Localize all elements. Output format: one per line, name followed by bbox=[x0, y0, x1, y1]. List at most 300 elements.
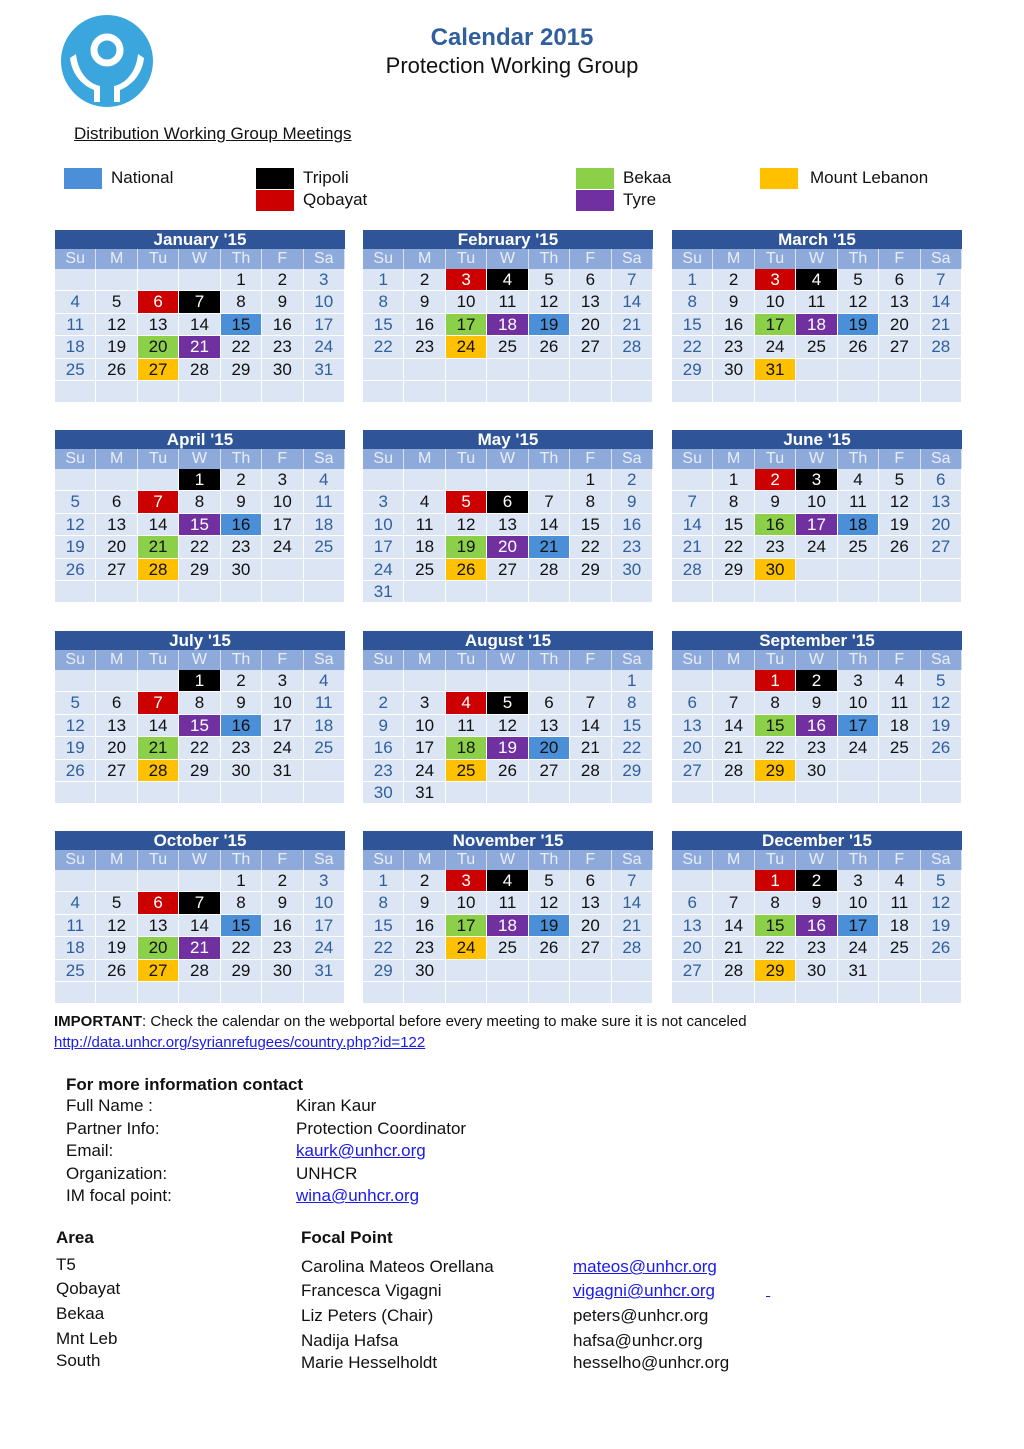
weekday-label: Su bbox=[363, 249, 404, 269]
weekday-header bbox=[672, 850, 962, 870]
empty-day bbox=[96, 269, 137, 291]
meeting-day: 24 bbox=[446, 937, 487, 959]
calendar-day: 19 bbox=[55, 536, 96, 558]
empty-day bbox=[838, 359, 879, 381]
calendar-day: 29 bbox=[612, 760, 653, 782]
empty-day bbox=[304, 559, 345, 581]
calendar-day: 26 bbox=[921, 937, 962, 959]
empty-day bbox=[96, 870, 137, 892]
calendar-day: 5 bbox=[96, 892, 137, 914]
calendar-day: 28 bbox=[713, 960, 754, 982]
calendar-day: 23 bbox=[363, 760, 404, 782]
calendar-day: 9 bbox=[221, 692, 262, 714]
calendar-day: 13 bbox=[672, 915, 713, 937]
calendar-day: 29 bbox=[672, 359, 713, 381]
meeting-day: 27 bbox=[138, 359, 179, 381]
calendar-day: 23 bbox=[755, 536, 796, 558]
calendar-day: 28 bbox=[921, 336, 962, 358]
calendar-day: 22 bbox=[363, 937, 404, 959]
meeting-day: 15 bbox=[755, 915, 796, 937]
empty-day bbox=[363, 670, 404, 692]
calendar-day: 21 bbox=[612, 915, 653, 937]
meeting-day: 16 bbox=[221, 715, 262, 737]
calendar-day: 13 bbox=[138, 314, 179, 336]
empty-day bbox=[55, 469, 96, 491]
calendar-day: 17 bbox=[262, 514, 303, 536]
meeting-day: 19 bbox=[838, 314, 879, 336]
calendar-day: 29 bbox=[363, 960, 404, 982]
calendar-day: 24 bbox=[755, 336, 796, 358]
calendar-day: 27 bbox=[570, 937, 611, 959]
weekday-label: W bbox=[796, 449, 837, 469]
meeting-day: 1 bbox=[179, 469, 220, 491]
calendar-day: 25 bbox=[304, 536, 345, 558]
empty-day bbox=[529, 670, 570, 692]
calendar-day: 7 bbox=[612, 269, 653, 291]
calendar-day: 12 bbox=[446, 514, 487, 536]
empty-day bbox=[221, 381, 262, 403]
calendar-day: 15 bbox=[570, 514, 611, 536]
weekday-label: Sa bbox=[921, 449, 962, 469]
empty-day bbox=[879, 381, 920, 403]
calendar-day: 21 bbox=[921, 314, 962, 336]
calendar-day: 29 bbox=[221, 359, 262, 381]
calendar-day: 23 bbox=[262, 336, 303, 358]
webportal-link[interactable] bbox=[54, 1034, 425, 1051]
empty-day bbox=[487, 581, 528, 603]
empty-day bbox=[55, 381, 96, 403]
empty-day bbox=[55, 670, 96, 692]
calendar-day: 20 bbox=[879, 314, 920, 336]
calendar-day: 20 bbox=[96, 737, 137, 759]
weekday-label: M bbox=[713, 449, 754, 469]
month-title: September '15 bbox=[672, 631, 962, 650]
meeting-day: 31 bbox=[755, 359, 796, 381]
month-title: March '15 bbox=[672, 230, 962, 249]
calendar-day: 23 bbox=[612, 536, 653, 558]
calendar-day: 15 bbox=[672, 314, 713, 336]
weekday-label: Th bbox=[838, 249, 879, 269]
empty-day bbox=[96, 469, 137, 491]
weekday-label: W bbox=[796, 249, 837, 269]
empty-day bbox=[363, 381, 404, 403]
calendar-day: 6 bbox=[96, 491, 137, 513]
weekday-label: Th bbox=[529, 850, 570, 870]
calendar-day: 11 bbox=[304, 692, 345, 714]
calendar-day: 28 bbox=[179, 960, 220, 982]
calendar-day: 1 bbox=[221, 269, 262, 291]
calendar-day: 13 bbox=[879, 291, 920, 313]
calendar-day: 9 bbox=[363, 715, 404, 737]
empty-day bbox=[612, 359, 653, 381]
calendar-day: 6 bbox=[879, 269, 920, 291]
page-subtitle: Protection Working Group bbox=[385, 53, 639, 78]
empty-day bbox=[138, 670, 179, 692]
calendar-day: 30 bbox=[262, 960, 303, 982]
calendar-day: 22 bbox=[755, 937, 796, 959]
empty-day bbox=[487, 670, 528, 692]
legend-swatch-mount-lebanon bbox=[760, 168, 798, 189]
empty-day bbox=[570, 982, 611, 1004]
focal-name: Nadija Hafsa bbox=[301, 1331, 399, 1350]
weekday-label: Sa bbox=[612, 850, 653, 870]
calendar-day: 15 bbox=[363, 915, 404, 937]
month-calendar bbox=[672, 631, 962, 804]
calendar-day: 12 bbox=[96, 915, 137, 937]
empty-day bbox=[404, 359, 445, 381]
weekday-label: Tu bbox=[138, 249, 179, 269]
empty-day bbox=[96, 581, 137, 603]
calendar-day: 20 bbox=[96, 536, 137, 558]
calendar-day: 1 bbox=[570, 469, 611, 491]
focal-area: Mnt Leb bbox=[56, 1329, 118, 1348]
month-title: April '15 bbox=[55, 430, 345, 449]
empty-day bbox=[96, 381, 137, 403]
empty-day bbox=[796, 381, 837, 403]
meeting-day: 16 bbox=[221, 514, 262, 536]
calendar-day: 29 bbox=[570, 559, 611, 581]
calendar-day: 13 bbox=[96, 715, 137, 737]
empty-day bbox=[304, 782, 345, 804]
empty-day bbox=[838, 381, 879, 403]
contact-email-link[interactable]: kaurk@unhcr.org bbox=[296, 1141, 426, 1160]
weekday-label: Tu bbox=[446, 249, 487, 269]
day-grid bbox=[55, 469, 345, 603]
calendar-day: 24 bbox=[262, 536, 303, 558]
legend-label-national: National bbox=[111, 168, 174, 187]
calendar-day: 21 bbox=[713, 737, 754, 759]
month-title: February '15 bbox=[363, 230, 653, 249]
weekday-label: W bbox=[487, 449, 528, 469]
meeting-day: 30 bbox=[755, 559, 796, 581]
calendar-day: 25 bbox=[487, 336, 528, 358]
meeting-day: 17 bbox=[755, 314, 796, 336]
meeting-day: 18 bbox=[446, 737, 487, 759]
calendar-day: 28 bbox=[612, 937, 653, 959]
stray-underline bbox=[766, 1282, 770, 1299]
calendar-day: 11 bbox=[304, 491, 345, 513]
calendar-day: 4 bbox=[304, 469, 345, 491]
calendar-day: 1 bbox=[363, 870, 404, 892]
meeting-day: 25 bbox=[446, 760, 487, 782]
calendar-day: 30 bbox=[612, 559, 653, 581]
calendar-day: 10 bbox=[304, 892, 345, 914]
calendar-day: 6 bbox=[570, 870, 611, 892]
calendar-day: 10 bbox=[262, 692, 303, 714]
calendar-day: 25 bbox=[796, 336, 837, 358]
calendar-day: 10 bbox=[404, 715, 445, 737]
calendar-day: 8 bbox=[179, 692, 220, 714]
empty-day bbox=[672, 381, 713, 403]
empty-day bbox=[612, 782, 653, 804]
weekday-label: Su bbox=[363, 650, 404, 670]
calendar-day: 29 bbox=[179, 559, 220, 581]
calendar-day: 13 bbox=[570, 892, 611, 914]
focal-email: hafsa@unhcr.org bbox=[573, 1331, 703, 1350]
weekday-label: Tu bbox=[755, 249, 796, 269]
empty-day bbox=[879, 559, 920, 581]
calendar-day: 26 bbox=[529, 937, 570, 959]
calendar-day: 5 bbox=[921, 670, 962, 692]
calendar-day: 8 bbox=[612, 692, 653, 714]
empty-day bbox=[529, 960, 570, 982]
weekday-label: Th bbox=[838, 449, 879, 469]
empty-day bbox=[570, 359, 611, 381]
calendar-day: 20 bbox=[921, 514, 962, 536]
meeting-day: 18 bbox=[796, 314, 837, 336]
calendar-day: 25 bbox=[304, 737, 345, 759]
calendar-day: 14 bbox=[713, 915, 754, 937]
empty-day bbox=[304, 982, 345, 1004]
empty-day bbox=[713, 381, 754, 403]
calendar-day: 5 bbox=[55, 491, 96, 513]
calendar-day: 14 bbox=[612, 892, 653, 914]
legend-label-bekaa: Bekaa bbox=[623, 168, 672, 187]
meeting-day: 6 bbox=[138, 892, 179, 914]
empty-day bbox=[363, 982, 404, 1004]
empty-day bbox=[879, 960, 920, 982]
calendar-day: 3 bbox=[304, 870, 345, 892]
empty-day bbox=[713, 870, 754, 892]
weekday-label: Tu bbox=[755, 850, 796, 870]
weekday-label: Tu bbox=[446, 850, 487, 870]
focal-area: Qobayat bbox=[56, 1279, 121, 1298]
empty-day bbox=[529, 581, 570, 603]
focal-email-link[interactable]: mateos@unhcr.org bbox=[573, 1257, 717, 1276]
calendar-day: 5 bbox=[838, 269, 879, 291]
calendar-day: 24 bbox=[304, 937, 345, 959]
month-calendar bbox=[363, 430, 653, 603]
calendar-day: 2 bbox=[221, 670, 262, 692]
calendar-day: 17 bbox=[304, 314, 345, 336]
empty-day bbox=[570, 381, 611, 403]
area-header: Area bbox=[56, 1228, 94, 1247]
calendar-day: 18 bbox=[304, 715, 345, 737]
empty-day bbox=[138, 982, 179, 1004]
empty-day bbox=[138, 870, 179, 892]
empty-day bbox=[570, 670, 611, 692]
empty-day bbox=[672, 782, 713, 804]
weekday-label: Th bbox=[529, 249, 570, 269]
calendar-day: 2 bbox=[612, 469, 653, 491]
month-calendar bbox=[363, 831, 653, 1004]
empty-day bbox=[138, 581, 179, 603]
calendar-day: 9 bbox=[262, 892, 303, 914]
calendar-day: 19 bbox=[96, 336, 137, 358]
calendar-day: 30 bbox=[221, 760, 262, 782]
webportal-url[interactable]: http://data.unhcr.org/syrianrefugees/country.php?id=122 bbox=[54, 1034, 426, 1051]
calendar-day: 4 bbox=[879, 870, 920, 892]
calendar-day: 2 bbox=[363, 692, 404, 714]
empty-day bbox=[672, 870, 713, 892]
meeting-day: 21 bbox=[179, 937, 220, 959]
calendar-day: 18 bbox=[55, 937, 96, 959]
meeting-day: 19 bbox=[487, 737, 528, 759]
calendar-day: 25 bbox=[879, 937, 920, 959]
calendar-day: 31 bbox=[404, 782, 445, 804]
calendar-day: 9 bbox=[404, 892, 445, 914]
empty-day bbox=[446, 782, 487, 804]
empty-day bbox=[838, 782, 879, 804]
weekday-label: Su bbox=[672, 650, 713, 670]
empty-day bbox=[921, 381, 962, 403]
calendar-day: 22 bbox=[612, 737, 653, 759]
meeting-day: 3 bbox=[796, 469, 837, 491]
weekday-label: W bbox=[179, 650, 220, 670]
calendar-day: 13 bbox=[570, 291, 611, 313]
weekday-label: M bbox=[713, 650, 754, 670]
calendar-day: 23 bbox=[221, 536, 262, 558]
calendar-day: 28 bbox=[529, 559, 570, 581]
empty-day bbox=[529, 359, 570, 381]
meeting-day: 15 bbox=[755, 715, 796, 737]
calendar-day: 26 bbox=[487, 760, 528, 782]
meeting-day: 5 bbox=[446, 491, 487, 513]
weekday-label: Sa bbox=[612, 249, 653, 269]
empty-day bbox=[446, 381, 487, 403]
empty-day bbox=[755, 782, 796, 804]
weekday-label: W bbox=[179, 449, 220, 469]
calendar-day: 23 bbox=[713, 336, 754, 358]
month-calendar bbox=[55, 230, 345, 403]
empty-day bbox=[446, 982, 487, 1004]
calendar-day: 2 bbox=[404, 870, 445, 892]
weekday-label: Th bbox=[221, 650, 262, 670]
weekday-header bbox=[672, 449, 962, 469]
weekday-label: M bbox=[96, 249, 137, 269]
day-grid bbox=[363, 269, 653, 403]
calendar-day: 9 bbox=[404, 291, 445, 313]
empty-day bbox=[262, 782, 303, 804]
calendar-day: 26 bbox=[55, 559, 96, 581]
weekday-label: Tu bbox=[446, 449, 487, 469]
calendar-day: 19 bbox=[921, 715, 962, 737]
calendar-day: 25 bbox=[838, 536, 879, 558]
weekday-label: Th bbox=[838, 650, 879, 670]
weekday-label: F bbox=[570, 850, 611, 870]
empty-day bbox=[672, 469, 713, 491]
calendar-day: 22 bbox=[570, 536, 611, 558]
calendar-day: 8 bbox=[221, 892, 262, 914]
empty-day bbox=[612, 581, 653, 603]
calendar-day: 16 bbox=[404, 314, 445, 336]
meeting-day: 3 bbox=[755, 269, 796, 291]
calendar-day: 26 bbox=[529, 336, 570, 358]
calendar-day: 27 bbox=[570, 336, 611, 358]
calendar-day: 7 bbox=[921, 269, 962, 291]
calendar-day: 12 bbox=[529, 291, 570, 313]
calendar-day: 23 bbox=[404, 937, 445, 959]
meeting-day: 17 bbox=[838, 715, 879, 737]
weekday-header bbox=[55, 449, 345, 469]
empty-day bbox=[529, 982, 570, 1004]
calendar-day: 22 bbox=[221, 336, 262, 358]
meeting-day: 18 bbox=[838, 514, 879, 536]
weekday-label: F bbox=[570, 650, 611, 670]
empty-day bbox=[838, 760, 879, 782]
calendar-day: 9 bbox=[612, 491, 653, 513]
empty-day bbox=[487, 982, 528, 1004]
calendar-day: 27 bbox=[672, 960, 713, 982]
calendar-day: 21 bbox=[672, 536, 713, 558]
contact-value: Kiran Kaur bbox=[296, 1096, 377, 1115]
weekday-label: F bbox=[570, 449, 611, 469]
empty-day bbox=[179, 870, 220, 892]
calendar-day: 19 bbox=[921, 915, 962, 937]
calendar-day: 13 bbox=[672, 715, 713, 737]
empty-day bbox=[921, 581, 962, 603]
day-grid bbox=[672, 269, 962, 403]
weekday-label: M bbox=[404, 650, 445, 670]
calendar-day: 12 bbox=[838, 291, 879, 313]
calendar-day: 20 bbox=[672, 937, 713, 959]
calendar-day: 19 bbox=[96, 937, 137, 959]
focal-area: Bekaa bbox=[56, 1304, 105, 1323]
calendar-day: 22 bbox=[713, 536, 754, 558]
empty-day bbox=[487, 469, 528, 491]
empty-day bbox=[672, 670, 713, 692]
weekday-label: Th bbox=[838, 850, 879, 870]
weekday-label: Sa bbox=[304, 650, 345, 670]
meeting-day: 16 bbox=[796, 915, 837, 937]
weekday-label: W bbox=[179, 249, 220, 269]
weekday-label: Th bbox=[529, 449, 570, 469]
meeting-day: 7 bbox=[138, 692, 179, 714]
meeting-day: 19 bbox=[529, 314, 570, 336]
empty-day bbox=[672, 982, 713, 1004]
empty-day bbox=[612, 982, 653, 1004]
calendar-day: 13 bbox=[96, 514, 137, 536]
calendar-day: 31 bbox=[363, 581, 404, 603]
calendar-day: 16 bbox=[713, 314, 754, 336]
empty-day bbox=[713, 670, 754, 692]
calendar-day: 3 bbox=[838, 670, 879, 692]
day-grid bbox=[55, 269, 345, 403]
calendar-day: 18 bbox=[55, 336, 96, 358]
empty-day bbox=[529, 782, 570, 804]
calendar-day: 12 bbox=[55, 715, 96, 737]
calendar-day: 12 bbox=[96, 314, 137, 336]
contact-email-link[interactable]: wina@unhcr.org bbox=[296, 1186, 420, 1205]
empty-day bbox=[404, 381, 445, 403]
calendar-day: 4 bbox=[879, 670, 920, 692]
calendar-day: 4 bbox=[55, 291, 96, 313]
calendar-day: 4 bbox=[838, 469, 879, 491]
calendar-day: 11 bbox=[404, 514, 445, 536]
weekday-label: Tu bbox=[138, 650, 179, 670]
calendar-day: 14 bbox=[713, 715, 754, 737]
calendar-day: 16 bbox=[262, 314, 303, 336]
empty-day bbox=[262, 581, 303, 603]
weekday-label: M bbox=[404, 449, 445, 469]
meeting-day: 15 bbox=[221, 915, 262, 937]
calendar-day: 5 bbox=[529, 870, 570, 892]
calendar-day: 17 bbox=[262, 715, 303, 737]
weekday-label: W bbox=[487, 650, 528, 670]
calendar-day: 15 bbox=[612, 715, 653, 737]
empty-day bbox=[446, 581, 487, 603]
meeting-day: 2 bbox=[755, 469, 796, 491]
month-title: August '15 bbox=[363, 631, 653, 650]
calendar-day: 15 bbox=[713, 514, 754, 536]
focal-email-link[interactable]: vigagni@unhcr.org bbox=[573, 1281, 716, 1300]
empty-day bbox=[612, 960, 653, 982]
calendar-day: 7 bbox=[529, 491, 570, 513]
calendar-day: 26 bbox=[96, 960, 137, 982]
weekday-label: Su bbox=[55, 449, 96, 469]
calendar-day: 20 bbox=[570, 915, 611, 937]
calendar-day: 26 bbox=[921, 737, 962, 759]
